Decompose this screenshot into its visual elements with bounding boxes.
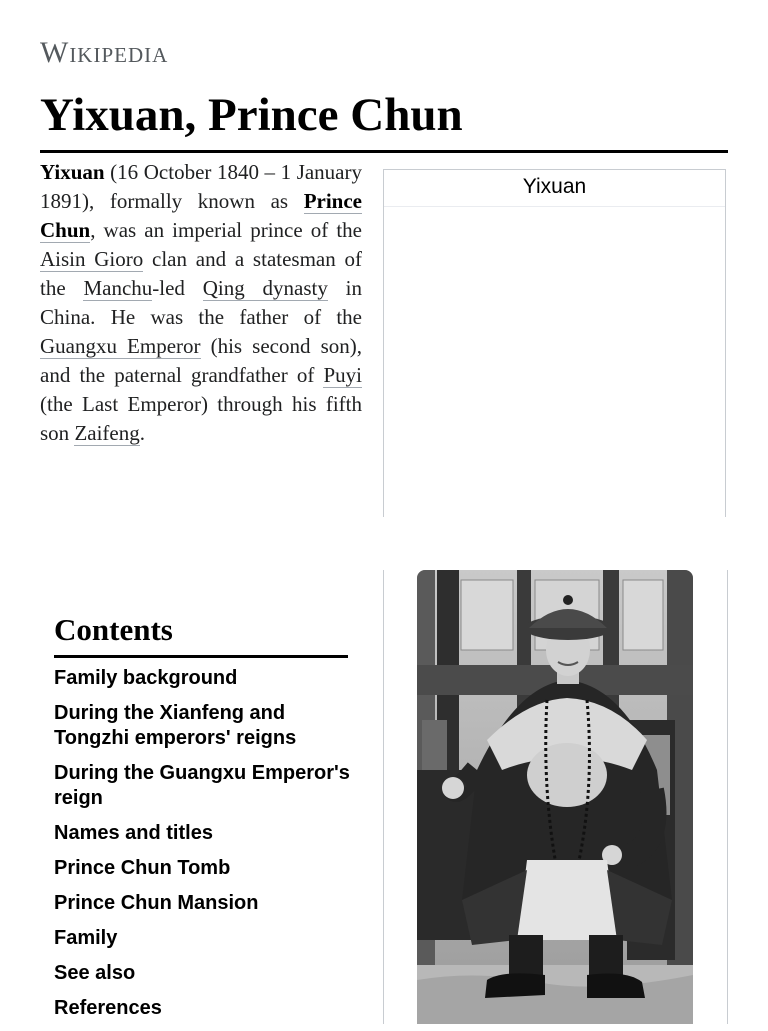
lead-text: (his second son), and the paternal grandfather of xyxy=(40,334,362,387)
qing-dynasty-link[interactable]: Qing dynasty xyxy=(202,276,328,300)
lead-text: in China. He was the father of the xyxy=(40,276,362,329)
contents-divider xyxy=(54,655,348,658)
title-divider xyxy=(40,150,728,153)
aisin-gioro-link[interactable]: Aisin Gioro xyxy=(40,247,144,271)
portrait-image[interactable] xyxy=(417,570,693,1024)
prince-chun-link[interactable]: Prince Chun xyxy=(40,189,362,242)
lead-text: , was an imperial prince of the xyxy=(90,218,362,242)
subject-name: Yixuan xyxy=(40,160,105,184)
lead-text: clan and a statesman of the xyxy=(40,247,363,300)
puyi-link[interactable]: Puyi xyxy=(323,363,362,387)
table-of-contents xyxy=(54,666,354,1031)
toc-item-xianfeng-tongzhi-reigns[interactable]: During the Xianfeng and Tongzhi emperors' reigns xyxy=(54,702,297,749)
zaifeng-link[interactable]: Zaifeng xyxy=(74,421,140,445)
guangxu-emperor-link[interactable]: Guangxu Emperor xyxy=(40,334,201,358)
toc-item-prince-chun-mansion[interactable]: Prince Chun Mansion xyxy=(54,892,259,914)
lead-paragraph xyxy=(40,158,362,448)
lead-text: (16 October 1840 – 1 January 1891), formally known as xyxy=(40,160,362,213)
toc-item-family-background[interactable]: Family background xyxy=(54,667,238,689)
infobox-title: Yixuan xyxy=(384,170,725,207)
toc-item-prince-chun-tomb[interactable]: Prince Chun Tomb xyxy=(54,857,231,879)
lead-text: . xyxy=(139,421,145,445)
toc-item-guangxu-reign[interactable]: During the Guangxu Emperor's reign xyxy=(54,762,350,809)
lead-text: -led xyxy=(152,276,203,300)
manchu-link[interactable]: Manchu xyxy=(83,276,153,300)
page-title: Yixuan, Prince Chun xyxy=(40,89,463,141)
toc-item-family[interactable]: Family xyxy=(54,927,118,949)
wikipedia-logo[interactable]: Wikipedia xyxy=(40,36,169,69)
toc-item-names-and-titles[interactable]: Names and titles xyxy=(54,822,213,844)
portrait-photo-illustration xyxy=(417,570,693,1024)
toc-item-see-also[interactable]: See also xyxy=(54,962,136,984)
lead-text: (the Last Emperor) through his fifth son xyxy=(40,392,362,445)
contents-heading: Contents xyxy=(54,612,173,647)
infobox xyxy=(383,169,726,517)
toc-item-references[interactable]: References xyxy=(54,997,162,1019)
